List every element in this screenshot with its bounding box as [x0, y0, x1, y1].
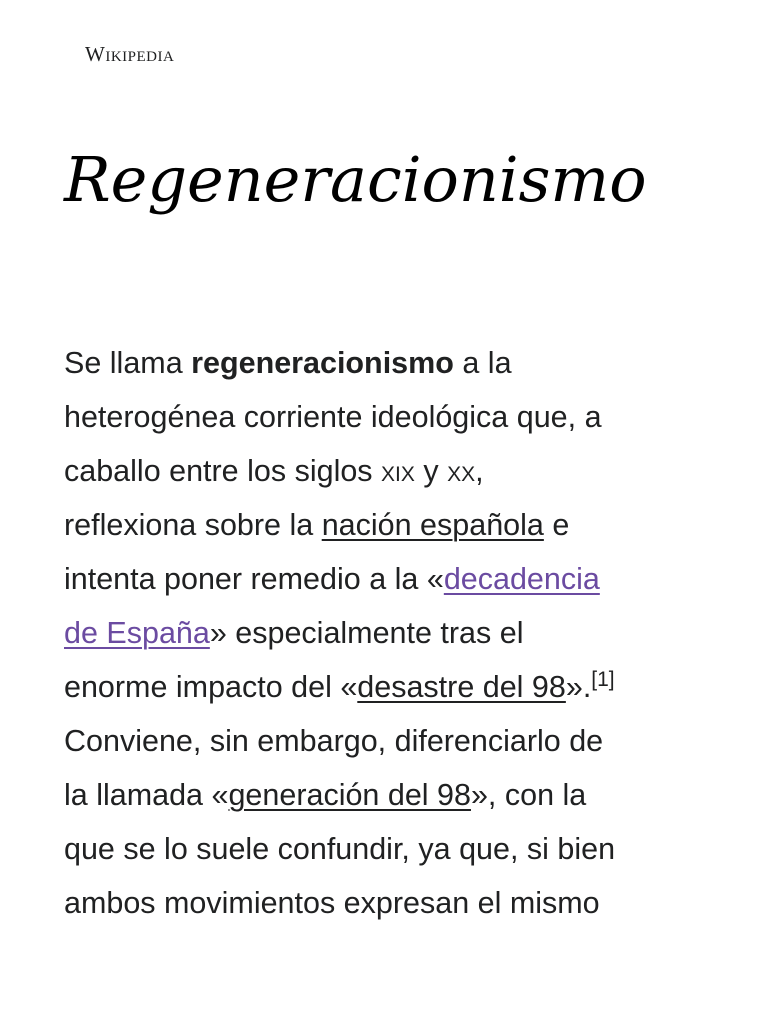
text-line: [64, 498, 694, 552]
text-run: » especialmente tras el: [209, 616, 524, 650]
lead-paragraph: [64, 336, 694, 930]
link-generacion-del-98[interactable]: generación del 98: [228, 778, 471, 812]
text-run: intenta poner remedio a la «: [64, 562, 444, 596]
text-line: ambos movimientos expresan el mismo: [64, 886, 600, 920]
reference-link-1[interactable]: [1]: [591, 667, 615, 691]
text-run: e: [543, 508, 570, 542]
text-run: caballo entre los siglos: [64, 454, 382, 488]
bold-term: regeneracionismo: [191, 346, 454, 380]
century-numeral: xx: [447, 454, 476, 488]
text-run: », con la: [470, 778, 587, 812]
text-run: reflexiona sobre la: [64, 508, 322, 542]
century-numeral: xix: [381, 454, 415, 488]
page-title: Regeneracionismo: [64, 143, 647, 216]
site-header: [85, 40, 174, 68]
text-line: Conviene, sin embargo, diferenciarlo de: [64, 724, 604, 758]
text-run: y: [414, 454, 448, 488]
link-decadencia-de-espana[interactable]: decadencia: [443, 562, 600, 596]
text-run: a la: [453, 346, 512, 380]
text-run: enorme impacto del «: [64, 670, 358, 704]
text-line: [64, 768, 694, 822]
text-line: [64, 552, 694, 606]
text-line: que se lo suele confundir, ya que, si bien: [64, 832, 616, 866]
link-nacion-espanola[interactable]: nación española: [321, 508, 544, 542]
text-run: ,: [475, 454, 484, 488]
wikipedia-wordmark-logo[interactable]: Wikipedia: [85, 42, 175, 66]
reference-superscript: [591, 668, 614, 691]
text-line: [64, 444, 694, 498]
text-line: [64, 606, 694, 660]
article-body: [64, 336, 694, 930]
text-line: [64, 660, 694, 714]
text-run: Se llama: [64, 346, 192, 380]
link-decadencia-de-espana[interactable]: de España: [64, 616, 210, 650]
text-line: [64, 336, 694, 390]
text-run: la llamada «: [64, 778, 229, 812]
text-line: heterogénea corriente ideológica que, a: [64, 400, 602, 434]
text-run: ».: [565, 670, 592, 704]
link-desastre-del-98[interactable]: desastre del 98: [357, 670, 566, 704]
